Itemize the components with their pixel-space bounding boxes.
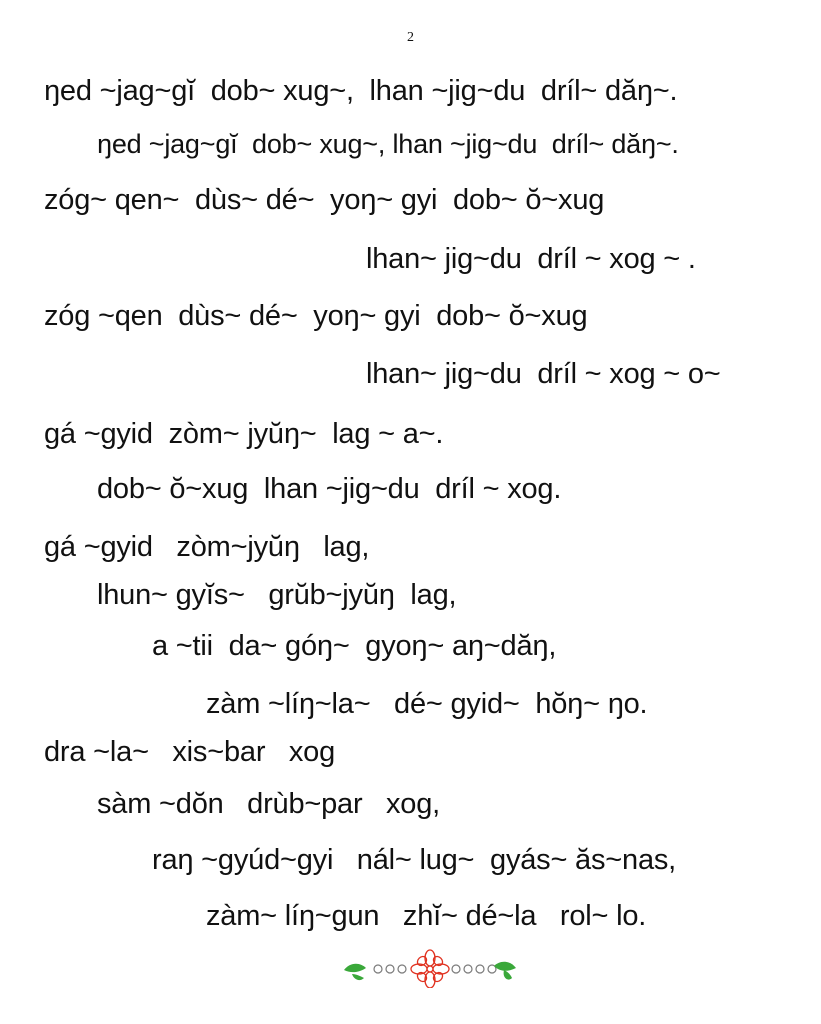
verse-line-5: zóg ~qen dùs~ dé~ yoŋ~ gyi dob~ ŏ~xug — [44, 300, 588, 332]
left-leaf-icon — [344, 964, 366, 980]
verse-line-3: zóg~ qen~ dùs~ dé~ yoŋ~ gyi dob~ ŏ~xug — [44, 184, 605, 216]
central-flower-icon — [411, 950, 449, 988]
verse-line-6: lhan~ jig~du dríl ~ xog ~ o~ — [366, 358, 721, 390]
right-rings-icon — [452, 965, 496, 973]
verse-line-14: sàm ~dŏn drùb~par xog, — [97, 788, 441, 820]
page-number: 2 — [407, 30, 414, 45]
left-rings-icon — [374, 965, 406, 973]
verse-line-12: zàm ~líŋ~la~ dé~ gyid~ hŏŋ~ ŋo. — [206, 688, 648, 720]
verse-line-15: raŋ ~gyúd~gyi nál~ lug~ gyás~ ăs~nas, — [152, 844, 677, 876]
verse-line-9: gá ~gyid zòm~jyŭŋ lag, — [44, 531, 370, 563]
verse-line-16: zàm~ líŋ~gun zhĭ~ dé~la rol~ lo. — [206, 900, 647, 932]
floral-divider-icon — [340, 948, 520, 988]
verse-line-10: lhun~ gyĭs~ grŭb~jyŭŋ lag, — [97, 579, 457, 611]
right-leaf-icon — [494, 962, 516, 980]
verse-line-2: ŋed ~jag~gĭ dob~ xug~, lhan ~jig~du dríl~ dăŋ~. — [97, 129, 679, 159]
verse-line-11: a ~tii da~ góŋ~ gyoŋ~ aŋ~dăŋ, — [152, 630, 557, 662]
verse-line-4: lhan~ jig~du dríl ~ xog ~ . — [366, 243, 696, 275]
verse-line-1: ŋed ~jag~gĭ dob~ xug~, lhan ~jig~du dríl~ dăŋ~. — [44, 75, 678, 107]
verse-line-8: dob~ ŏ~xug lhan ~jig~du dríl ~ xog. — [97, 473, 562, 505]
verse-line-7: gá ~gyid zòm~ jyŭŋ~ lag ~ a~. — [44, 418, 444, 450]
verse-line-13: dra ~la~ xis~bar xog — [44, 736, 336, 768]
